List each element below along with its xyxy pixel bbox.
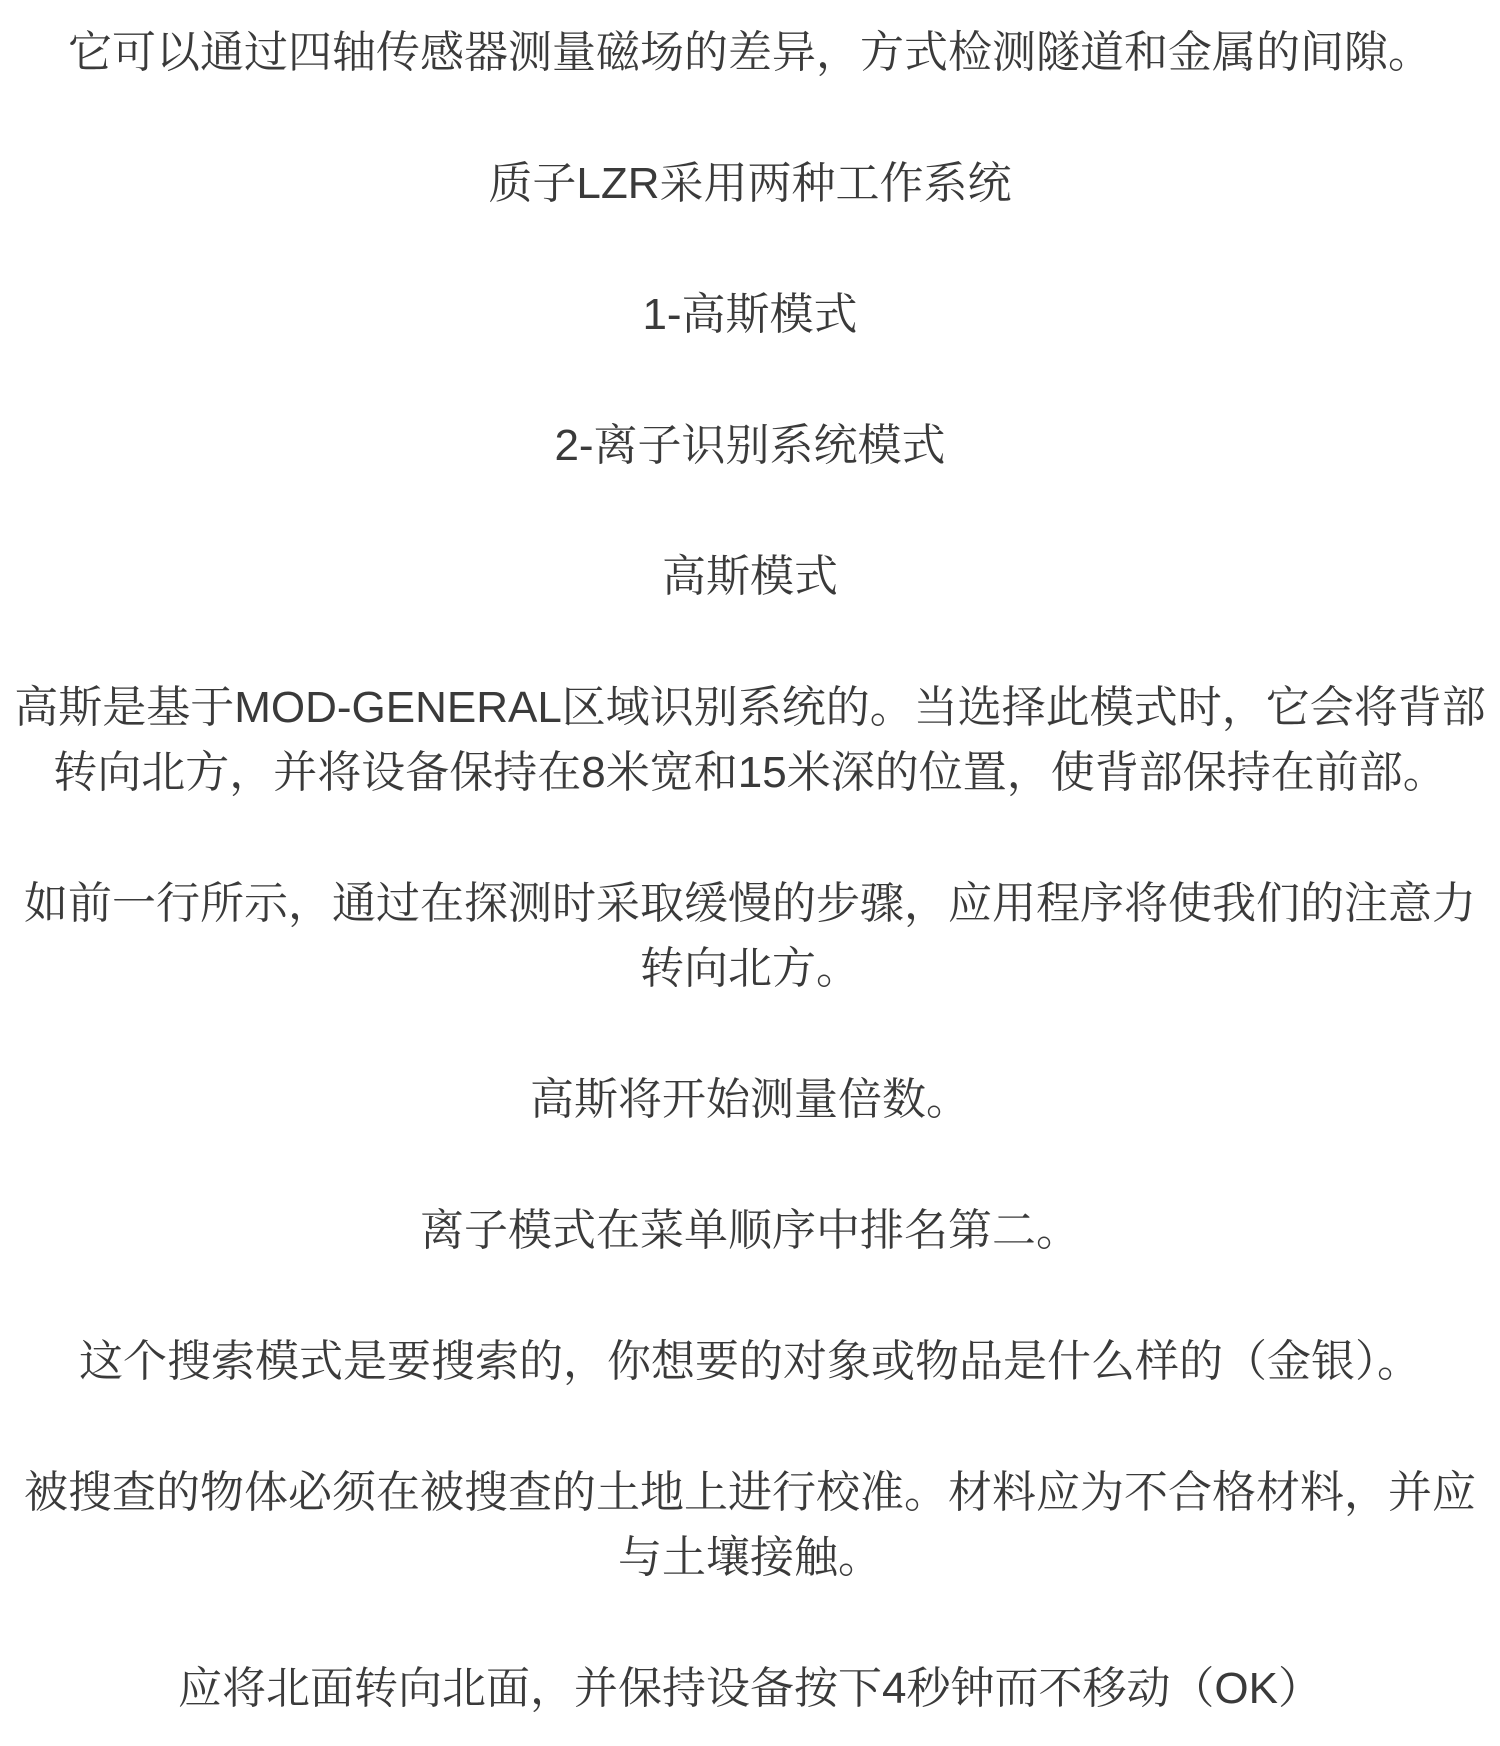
paragraph: 它可以通过四轴传感器测量磁场的差异，方式检测隧道和金属的间隙。 <box>68 28 1432 77</box>
paragraph: 被搜查的物体必须在被搜查的土地上进行校准。材料应为不合格材料，并应与土壤接触。 <box>24 1468 1476 1582</box>
paragraph: 高斯将开始测量倍数。 <box>530 1075 970 1124</box>
paragraph: 质子LZR采用两种工作系统 <box>488 159 1012 208</box>
paragraph: 离子模式在菜单顺序中排名第二。 <box>420 1206 1080 1255</box>
paragraph: 如前一行所示，通过在探测时采取缓慢的步骤，应用程序将使我们的注意力转向北方。 <box>24 879 1476 993</box>
paragraph: 高斯模式 <box>662 552 838 601</box>
paragraph: 应将北面转向北面，并保持设备按下4秒钟而不移动（OK） <box>177 1664 1323 1713</box>
paragraph: 这个搜索模式是要搜索的，你想要的对象或物品是什么样的（金银）。 <box>79 1337 1421 1386</box>
paragraph: 1-高斯模式 <box>642 290 858 339</box>
paragraph: 2-离子识别系统模式 <box>554 421 946 470</box>
paragraph: 高斯是基于MOD-GENERAL区域识别系统的。当选择此模式时，它会将背部转向北方，并将设备保持在8米宽和15米深的位置，使背部保持在前部。 <box>14 683 1486 797</box>
